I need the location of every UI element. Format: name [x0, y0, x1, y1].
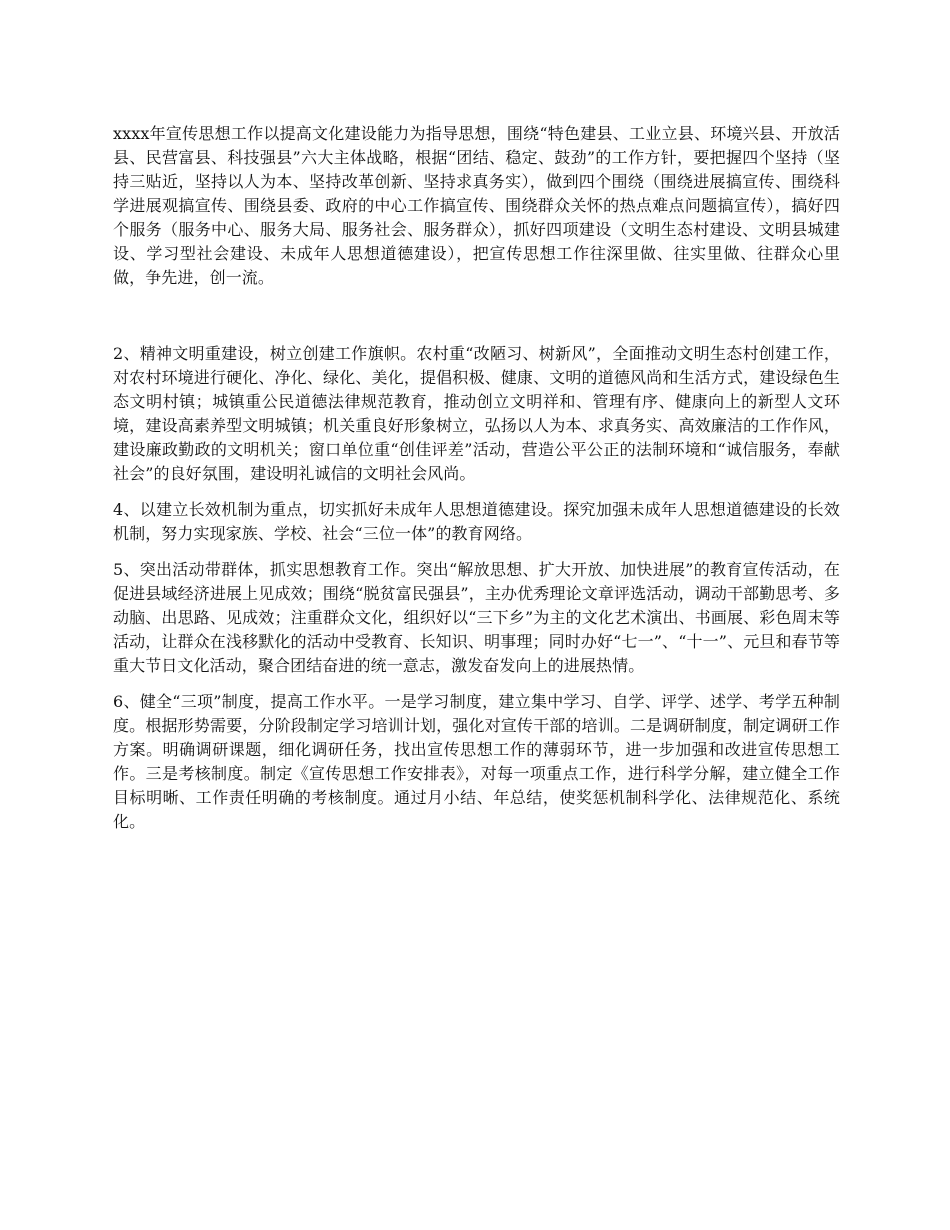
- paragraph-intro: xxxx年宣传思想工作以提高文化建设能力为指导思想，围绕“特色建县、工业立县、环境兴县、开放活县、民营富县、科技强县”六大主体战略，根据“团结、稳定、鼓劲”的工作方针，要把握四个坚持（坚持三贴近，坚持以人为本、坚持改革创新、坚持求真务实），做到四个围绕（围绕进展搞宣传、围绕科学进展观搞宣传、围绕县委、政府的中心工作搞宣传、围绕群众关怀的热点难点问题搞宣传），搞好四个服务（服务中心、服务大局、服务社会、服务群众），抓好四项建设（文明生态村建设、文明县城建设、学习型社会建设、未成年人思想道德建设），把宣传思想工作往深里做、往实里做、往群众心里做，争先进，创一流。: [113, 124, 840, 287]
- paragraph-item-5: 5、突出活动带群体，抓实思想教育工作。突出“解放思想、扩大开放、加快进展”的教育宣传活动，在促进县域经济进展上见成效；围绕“脱贫富民强县”，主办优秀理论文章评选活动，调动干部勤思考、多动脑、出思路、见成效；注重群众文化，组织好以“三下乡”为主的文化艺术演出、书画展、彩色周末等活动，让群众在浅移默化的活动中受教育、长知识、明事理；同时办好“七一”、“十一”、元旦和春节等重大节日文化活动，聚合团结奋进的统一意志，激发奋发向上的进展热情。: [113, 560, 840, 675]
- paragraph-item-6: 6、健全“三项”制度，提高工作水平。一是学习制度，建立集中学习、自学、评学、述学、考学五种制度。根据形势需要，分阶段制定学习培训计划，强化对宣传干部的培训。二是调研制度，制定调研工作方案。明确调研课题，细化调研任务，找出宣传思想工作的薄弱环节，进一步加强和改进宣传思想工作。三是考核制度。制定《宣传思想工作安排表》，对每一项重点工作，进行科学分解，建立健全工作目标明晰、工作责任明确的考核制度。通过月小结、年总结，使奖惩机制科学化、法律规范化、系统化。: [113, 692, 840, 831]
- paragraph-item-2: 2、精神文明重建设，树立创建工作旗帜。农村重“改陋习、树新风”，全面推动文明生态村创建工作，对农村环境进行硬化、净化、绿化、美化，提倡积极、健康、文明的道德风尚和生活方式，建设绿色生态文明村镇；城镇重公民道德法律规范教育，推动创立文明祥和、管理有序、健康向上的新型人文环境，建设高素养型文明城镇；机关重良好形象树立，弘扬以人为本、求真务实、高效廉洁的工作作风，建设廉政勤政的文明机关；窗口单位重“创佳评差”活动，营造公平公正的法制环境和“诚信服务，奉献社会”的良好氛围，建设明礼诚信的文明社会风尚。: [113, 344, 840, 483]
- document-body: [113, 122, 840, 834]
- paragraph-item-4: 4、以建立长效机制为重点，切实抓好未成年人思想道德建设。探究加强未成年人思想道德建设的长效机制，努力实现家族、学校、社会“三位一体”的教育网络。: [113, 500, 840, 543]
